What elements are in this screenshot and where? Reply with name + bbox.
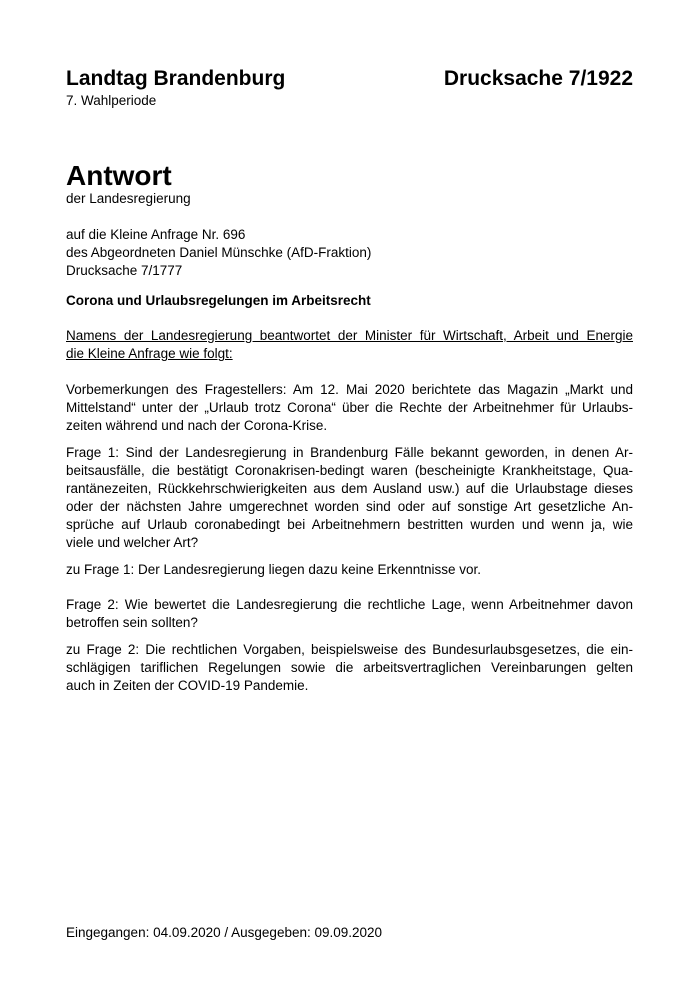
- document-page: [66, 0, 633, 990]
- reference-line: des Abgeordneten Daniel Münschke (AfD-Fraktion): [66, 245, 372, 260]
- parliament-name: Landtag Brandenburg: [66, 67, 286, 90]
- question-2-paragraph: [66, 596, 633, 632]
- document-subtitle: der Landesregierung: [66, 191, 191, 206]
- document-header: [66, 66, 633, 109]
- reference-line: auf die Kleine Anfrage Nr. 696: [66, 227, 246, 242]
- document-type-title: Antwort: [66, 160, 172, 191]
- preliminary-remarks-paragraph: [66, 381, 633, 435]
- legislative-period: 7. Wahlperiode: [66, 93, 157, 108]
- intro-line: Namens der Landesregierung beantwortet der Minister für Wirtschaft, Arbeit und Energie: [66, 328, 633, 343]
- paragraph-line: zu Frage 2: Die rechtlichen Vorgaben, beispielsweise des Bundesurlaubsgesetzes, die ein-: [66, 642, 633, 657]
- paragraph-line: Vorbemerkungen des Fragestellers: Am 12. Mai 2020 berichtete das Magazin „Markt und: [66, 382, 633, 397]
- paragraph-line: betroffen sein sollten?: [66, 615, 198, 630]
- paragraph-line: auch in Zeiten der COVID-19 Pandemie.: [66, 678, 309, 693]
- question-1-paragraph: [66, 444, 633, 552]
- document-dates-footer: Eingegangen: 04.09.2020 / Ausgegeben: 09.09.2020: [66, 925, 383, 940]
- answer-1-paragraph: [66, 561, 633, 579]
- paragraph-line: Frage 2: Wie bewertet die Landesregierung die rechtliche Lage, wenn Arbeitnehmer davon: [66, 597, 633, 612]
- inquiry-topic: Corona und Urlaubsregelungen im Arbeitsrecht: [66, 293, 371, 308]
- intro-line: die Kleine Anfrage wie folgt:: [66, 346, 233, 361]
- paragraph-line: zu Frage 1: Der Landesregierung liegen dazu keine Erkenntnisse vor.: [66, 562, 481, 577]
- paragraph-line: Frage 1: Sind der Landesregierung in Brandenburg Fälle bekannt geworden, in denen Ar-: [66, 445, 633, 460]
- answer-2-paragraph: [66, 641, 633, 695]
- paragraph-line: sprüche auf Urlaub coronabedingt bei Arbeitnehmern bestritten wurden und wenn ja, wie: [66, 517, 633, 532]
- paragraph-line: beitsausfälle, die bestätigt Coronakrisen-bedingt waren (bescheinigte Krankheitstage, Qua-: [66, 463, 633, 478]
- paragraph-line: viele und welcher Art?: [66, 535, 199, 550]
- inquiry-reference: [66, 226, 633, 280]
- document-number: Drucksache 7/1922: [443, 67, 633, 90]
- paragraph-line: rantänezeiten, Rückkehrschwierigkeiten aus dem Ausland usw.) auf die Urlaubstage dieses: [66, 481, 633, 496]
- paragraph-line: zeiten während und nach der Corona-Krise.: [66, 418, 328, 433]
- paragraph-line: schlägigen tariflichen Regelungen sowie die arbeitsvertraglichen Vereinbarungen gelten: [66, 660, 633, 675]
- answer-intro: [66, 327, 633, 363]
- paragraph-line: oder der nächsten Jahre umgerechnet worden sind oder auf sonstige Art gesetzliche An-: [66, 499, 633, 514]
- paragraph-line: Mittelstand“ unter der „Urlaub trotz Corona“ über die Rechte der Arbeitnehmer für Urlaubs-: [66, 400, 633, 415]
- reference-line: Drucksache 7/1777: [66, 263, 183, 278]
